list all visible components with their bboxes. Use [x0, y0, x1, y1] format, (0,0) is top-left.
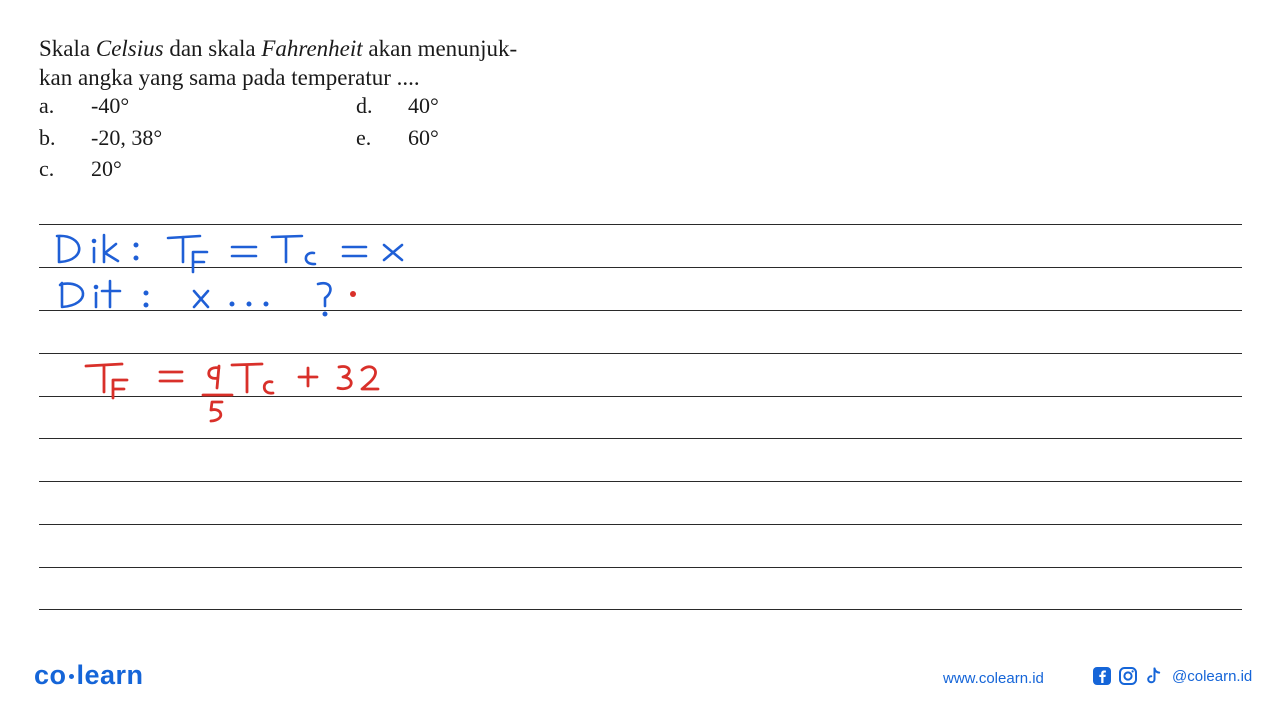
handwritten-formula [86, 364, 378, 421]
footer [0, 650, 1280, 700]
option-value: 40° [408, 93, 439, 118]
option-value: -40° [91, 93, 130, 118]
option-letter: a. [39, 93, 55, 118]
option-letter: e. [356, 125, 372, 150]
social-links [1092, 666, 1252, 686]
logo-text-co: co [34, 660, 67, 690]
logo-dot [69, 674, 74, 679]
handwritten-dit-line [60, 281, 330, 315]
handwritten-dik-line [57, 235, 402, 272]
question-text: kan angka yang sama pada temperatur .... [39, 65, 420, 90]
social-handle[interactable]: @colearn.id [1172, 667, 1253, 685]
handwritten-dot [350, 291, 356, 297]
website-link[interactable]: www.colearn.id [943, 670, 1044, 687]
option-letter: d. [356, 93, 373, 118]
option-value: 20° [91, 156, 122, 181]
question-text: dan skala [163, 36, 262, 61]
option-value: -20, 38° [91, 125, 163, 150]
tiktok-icon[interactable] [1144, 666, 1164, 686]
option-value: 60° [408, 125, 439, 150]
instagram-icon[interactable] [1118, 666, 1138, 686]
logo-text-learn: learn [76, 660, 144, 690]
option-letter: b. [39, 125, 56, 150]
facebook-icon[interactable] [1092, 666, 1112, 686]
question-italic-fahrenheit: Fahrenheit [261, 36, 363, 61]
question-text: akan menunjuk- [362, 36, 518, 61]
question-italic-celsius: Celsius [95, 36, 164, 61]
option-letter: c. [39, 156, 55, 181]
question-text: Skala [39, 36, 96, 61]
colearn-logo[interactable] [34, 660, 144, 691]
